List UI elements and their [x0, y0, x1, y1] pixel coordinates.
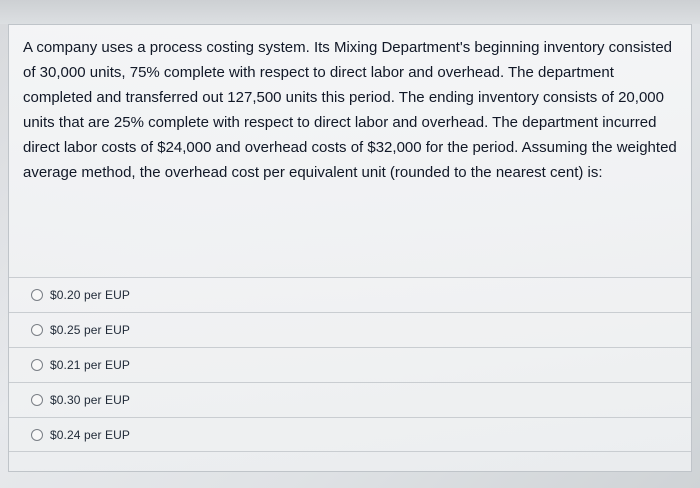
answer-option-5[interactable]	[9, 417, 691, 452]
answer-label: $0.20 per EUP	[50, 288, 131, 302]
background-band	[0, 0, 700, 24]
question-card	[8, 24, 692, 472]
radio-button-icon[interactable]	[31, 394, 43, 406]
answer-label: $0.21 per EUP	[50, 358, 131, 372]
answer-label: $0.25 per EUP	[50, 323, 131, 337]
radio-button-icon[interactable]	[31, 289, 43, 301]
answer-option-4[interactable]	[9, 382, 691, 417]
answer-label: $0.24 per EUP	[50, 427, 131, 442]
answer-option-3[interactable]	[9, 347, 691, 382]
answer-option-2[interactable]	[9, 312, 691, 347]
question-text: A company uses a process costing system. Its Mixing Department's beginning inventory consisted of 30,000 units, 75% complete with respect to direct labor and overhead. The department completed and transferred out 127,500 units this period. The ending inventory consists of 20,000 units that are 25% complete with respect to direct labor and overhead. The department incurred direct labor costs of $24,000 and overhead costs of $32,000 for the period. Assuming the weighted average method, the overhead cost per equivalent unit (rounded to the nearest cent) is:	[23, 39, 677, 181]
answer-list	[9, 277, 691, 452]
radio-button-icon[interactable]	[31, 324, 43, 336]
radio-button-icon[interactable]	[31, 429, 43, 441]
answer-option-1[interactable]	[9, 277, 691, 312]
answer-label: $0.30 per EUP	[50, 393, 131, 407]
radio-button-icon[interactable]	[31, 359, 43, 371]
